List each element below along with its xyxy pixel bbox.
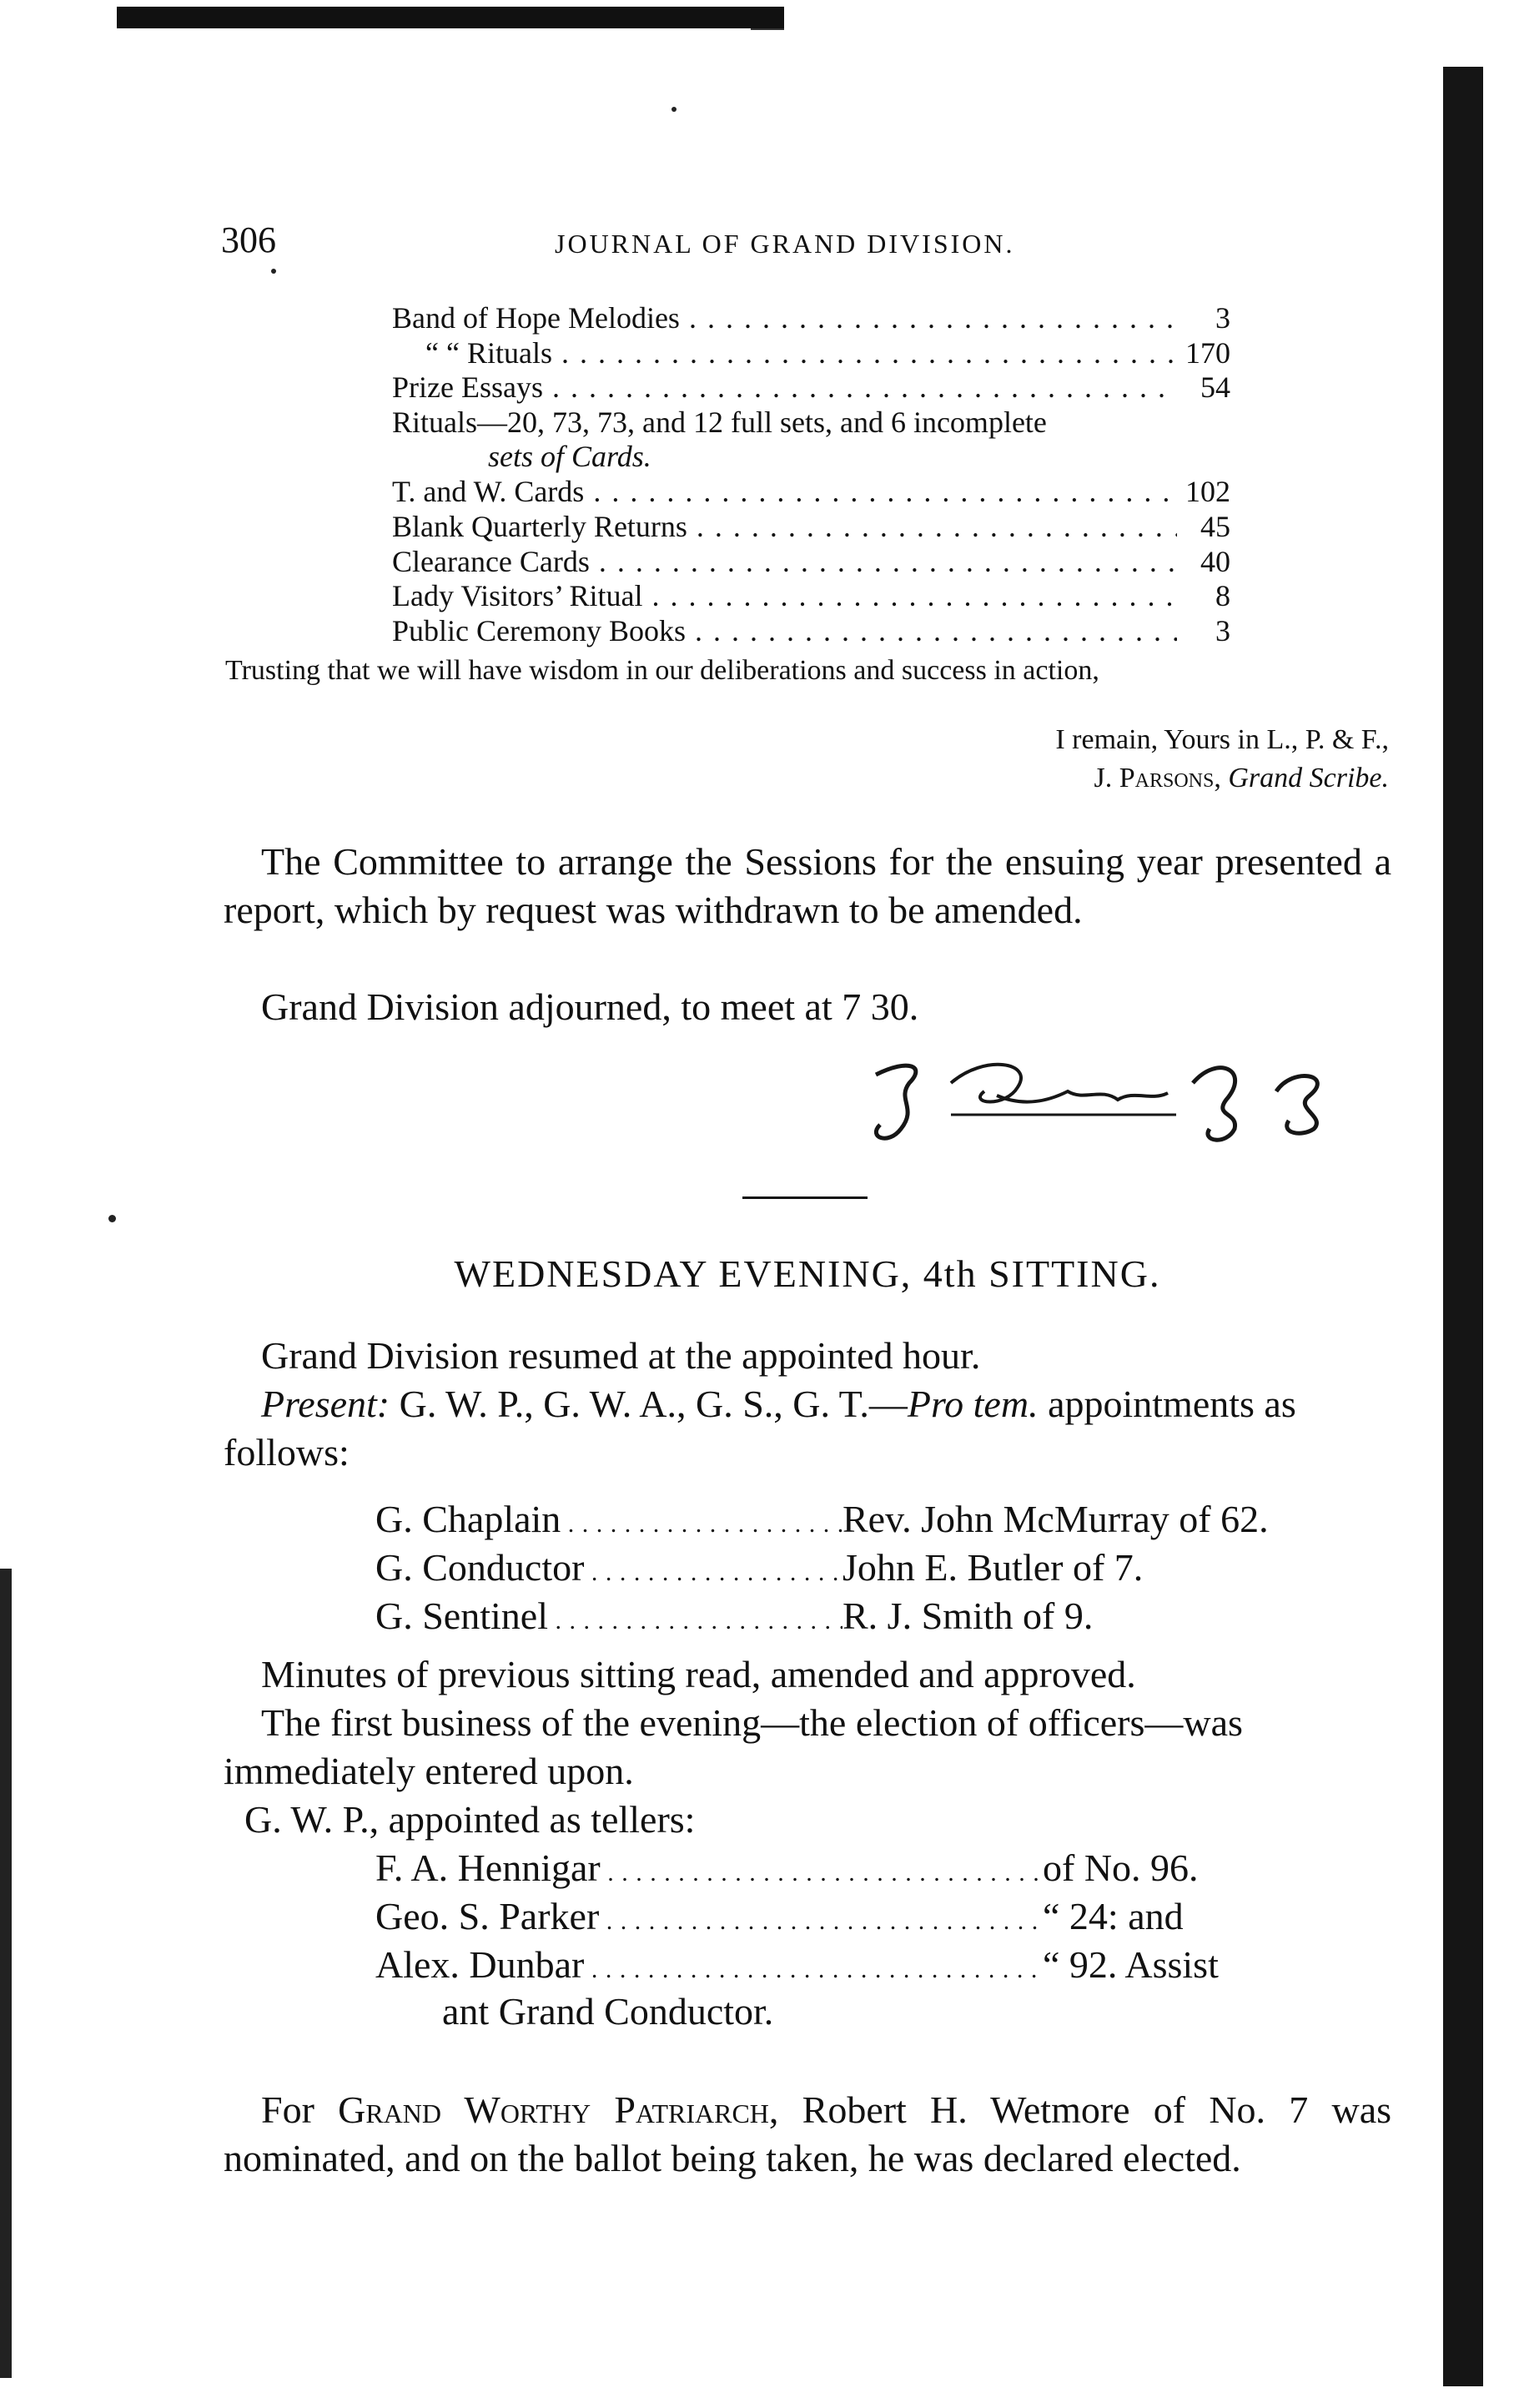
adjourned-paragraph: Grand Division adjourned, to meet at 7 30. xyxy=(261,985,919,1028)
election-paragraph: For Grand Worthy Patriarch, Robert H. Wetmore of No. 7 was nominated, and on the ballot being taken, he was declared elected. xyxy=(224,2088,1392,2179)
list-item: “ “ Rituals . . . 170 xyxy=(392,335,1230,370)
resumed-paragraph: Grand Division resumed at the appointed hour. xyxy=(261,1334,981,1377)
minutes-paragraph: Minutes of previous sitting read, amended and approved. xyxy=(261,1653,1136,1695)
page-number: 306 xyxy=(221,219,276,260)
inventory-list xyxy=(392,300,1230,647)
list-item: G. Conductor . . . John E. Butler of 7. xyxy=(375,1544,1376,1592)
list-item: Band of Hope Melodies . . . 3 xyxy=(392,300,1230,335)
list-item: G. Chaplain . . . Rev. John McMurray of 62. xyxy=(375,1495,1376,1544)
list-item: Rituals—20, 73, 73, and 12 full sets, and 6 incomplete xyxy=(392,405,1047,439)
list-item: Prize Essays . . . 54 xyxy=(392,370,1230,405)
list-item: T. and W. Cards . . . 102 xyxy=(392,474,1230,509)
appointments-list xyxy=(375,1495,1376,1640)
tellers-continuation: ant Grand Conductor. xyxy=(442,1990,774,2033)
section-divider xyxy=(742,1196,868,1199)
tellers-intro: G. W. P., appointed as tellers: xyxy=(244,1798,696,1841)
present-paragraph: Present: G. W. P., G. W. A., G. S., G. T.—Pro tem. appointments as follows: xyxy=(224,1383,1296,1474)
ink-speck xyxy=(671,107,677,112)
list-item: Clearance Cards . . . 40 xyxy=(392,544,1230,579)
list-item: Public Ceremony Books . . . 3 xyxy=(392,613,1230,648)
scan-edge-line xyxy=(751,28,784,30)
signature-scrawl xyxy=(859,1050,1343,1150)
list-item: Geo. S. Parker . . . “ 24: and xyxy=(375,1892,1376,1941)
page-header xyxy=(221,219,1372,260)
list-item: Alex. Dunbar . . . “ 92. Assist xyxy=(375,1941,1376,1989)
handwritten-signature xyxy=(859,1050,1343,1166)
ink-speck xyxy=(271,269,276,274)
list-item: Blank Quarterly Returns . . . 45 xyxy=(392,509,1230,544)
scan-edge-bar-left xyxy=(0,1569,12,2378)
tellers-list xyxy=(375,1844,1376,1989)
list-item-continuation: sets of Cards. xyxy=(488,440,651,474)
letter-signer: J. Parsons, Grand Scribe. xyxy=(1094,763,1389,793)
scan-edge-bar-top xyxy=(117,7,784,28)
list-item: G. Sentinel . . . R. J. Smith of 9. xyxy=(375,1592,1376,1640)
list-item: Lady Visitors’ Ritual . . . 8 xyxy=(392,578,1230,613)
ink-speck xyxy=(108,1215,116,1222)
scan-edge-bar-right xyxy=(1443,67,1483,2386)
closing-paragraph: Trusting that we will have wisdom in our deliberations and success in action, xyxy=(225,655,1099,686)
business-paragraph: The first business of the evening—the election of officers—was immediately entered upon. xyxy=(224,1701,1243,1792)
valediction: I remain, Yours in L., P. & F., xyxy=(1055,724,1389,755)
section-heading: WEDNESDAY EVENING, 4th SITTING. xyxy=(454,1252,1161,1295)
list-item: F. A. Hennigar . . . of No. 96. xyxy=(375,1844,1376,1892)
committee-paragraph: The Committee to arrange the Sessions for the ensuing year presented a report, which by request was withdrawn to be amended. xyxy=(224,840,1391,931)
running-title: JOURNAL OF GRAND DIVISION. xyxy=(555,229,1015,259)
